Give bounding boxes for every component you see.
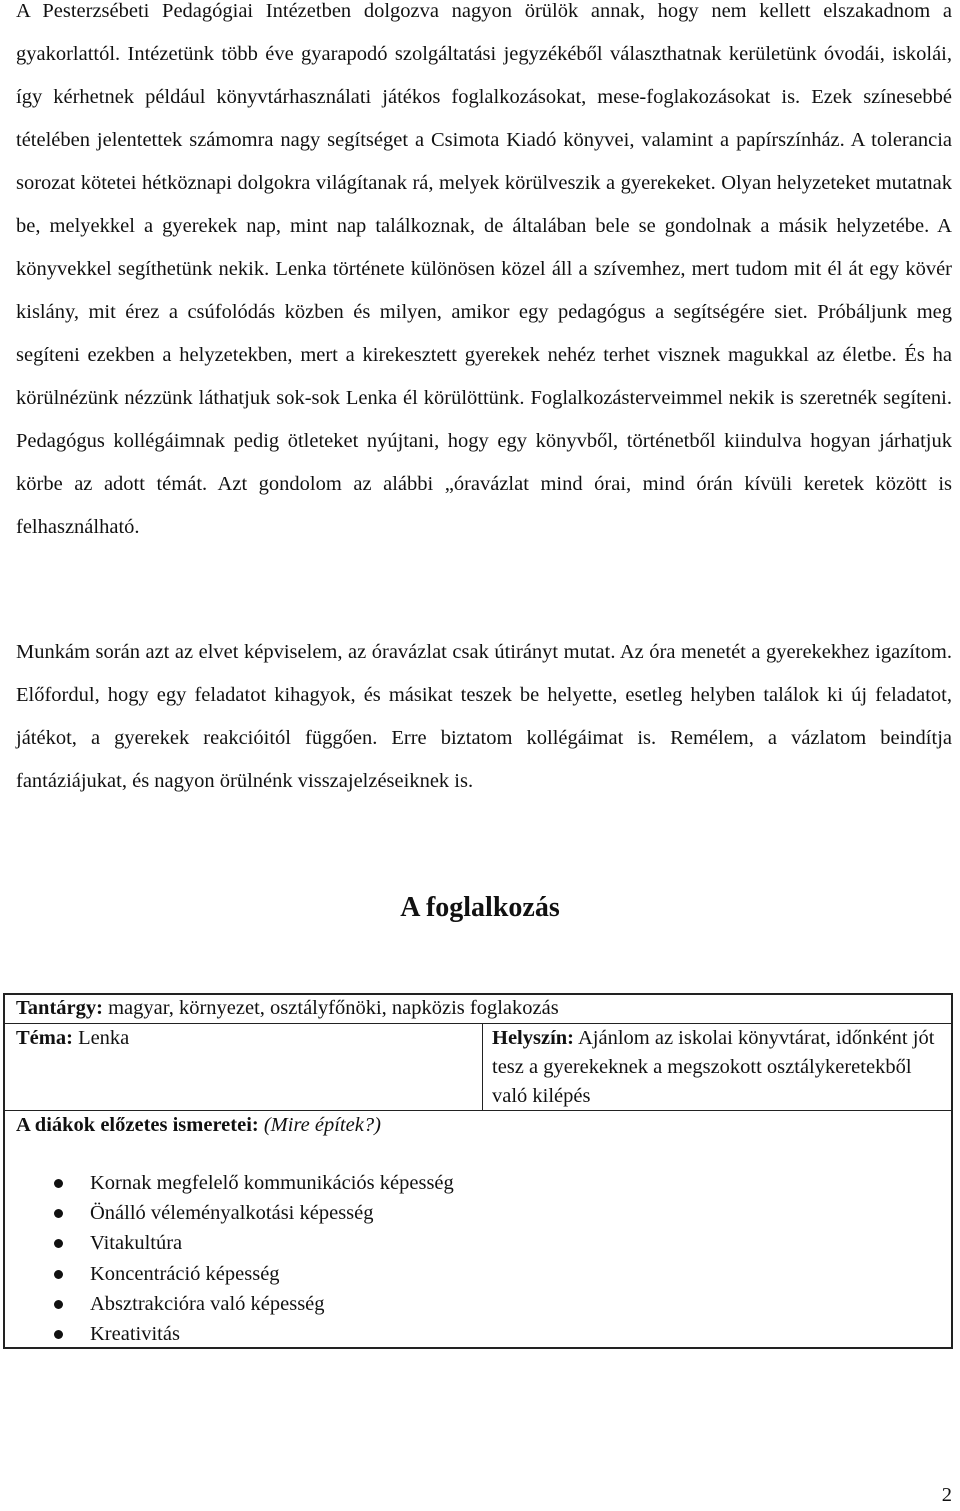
intro-paragraph-1: A Pesterzsébeti Pedagógiai Intézetben dolgozva nagyon örülök annak, hogy nem kellett elszakadnom a gyakorlattól. Intézetünk több éve gyarapodó szolgáltatási jegyzékéből választhatnak kerületünk óvodái, iskolái, így kérhetnek például könyvtárhasználati játékos foglalkozásokat, mese-foglakozásokat is. Ezek színesebbé tételében jelentettek számomra nagy segítséget a Csimota Kiadó könyvei, valamint a papírszínház. A tolerancia sorozat kötetei hétköznapi dolgokra világítanak rá, melyek körülveszik a gyerekeket. Olyan helyzeteket mutatnak be, melyekkel a gyerekek nap, mint nap találkoznak, de általában bele se gondolnak a másik helyzetébe. A könyvekkel segíthetünk nekik. Lenka története különösen közel áll a szívemhez, mert tudom mit él át egy kövér kislány, mit érez a csúfolódás közben és milyen, amikor egy pedagógus a segítségére siet. Próbáljunk meg segíteni ezekben a helyzetekben, mert a kirekesztett gyerekek nehéz terhet visznek magukkal az életbe. És ha körülnézünk nézzünk láthatjuk sok-sok Lenka él körülöttünk. Foglalkozásterveimmel nekik is szeretnék segíteni. Pedagógus kollégáimnak pedig ötleteket nyújtani, hogy egy könyvből, történetből kiindulva hogyan járhatjuk körbe az adott témát. Azt gondolom az alábbi „óravázlat mind órai, mind órán kívüli keretek között is felhasználható. [16,0,952,538]
bullet-icon [54,1300,63,1309]
location-value: Ajánlom az iskolai könyvtárat, időnként jót tesz a gyerekeknek a megszokott osztálykeretekből való kilépés [492,1027,935,1107]
intro-paragraph-2: Munkám során azt az elvet képviselem, az óravázlat csak útirányt mutat. Az óra menetét a gyerekekhez igazítom. Előfordul, hogy egy feladatot kihagyok, és másikat teszek be helyette, esetleg helyben találok ki új feladatot, játékot, a gyerekek reakcióitól függően. Erre biztatom kollégáimat is. Remélem, a vázlatom beindítja fantáziájukat, és nagyon örülnénk visszajelzéseiknek is. [16,641,952,792]
bullet-icon [54,1179,63,1188]
subject-value: magyar, környezet, osztályfőnöki, napközis foglakozás [102,997,559,1019]
bullet-icon [54,1270,63,1279]
list-item [0,1259,454,1289]
location-cell [492,1024,947,1111]
bullet-icon [54,1239,63,1248]
list-item [0,1168,454,1198]
subject-row [16,994,559,1023]
bullet-icon [54,1209,63,1218]
location-label: Helyszín: [492,1027,574,1049]
subject-label: Tantárgy: [16,997,103,1019]
skill-text: Vitakultúra [90,1232,183,1255]
skill-text: Önálló véleményalkotási képesség [90,1202,374,1225]
skill-text: Kreativitás [90,1322,180,1345]
skills-list [0,1168,454,1349]
topic-cell [16,1024,129,1053]
topic-value: Lenka [72,1027,130,1049]
list-item [0,1319,454,1349]
prior-knowledge-hint: (Mire építek?) [258,1114,381,1136]
page-number: 2 [941,1484,952,1506]
prior-knowledge-label: A diákok előzetes ismeretei: [16,1114,259,1136]
bullet-icon [54,1330,63,1339]
table-column-divider [482,1023,483,1111]
prior-knowledge-row [16,1111,381,1140]
skill-text: Absztrakcióra való képesség [90,1292,325,1315]
list-item [0,1228,454,1258]
list-item [0,1198,454,1228]
topic-label: Téma: [16,1027,73,1049]
section-title: A foglalkozás [400,892,560,923]
list-item [0,1289,454,1319]
skill-text: Koncentráció képesség [90,1262,280,1285]
skill-text: Kornak megfelelő kommunikációs képesség [90,1172,454,1194]
